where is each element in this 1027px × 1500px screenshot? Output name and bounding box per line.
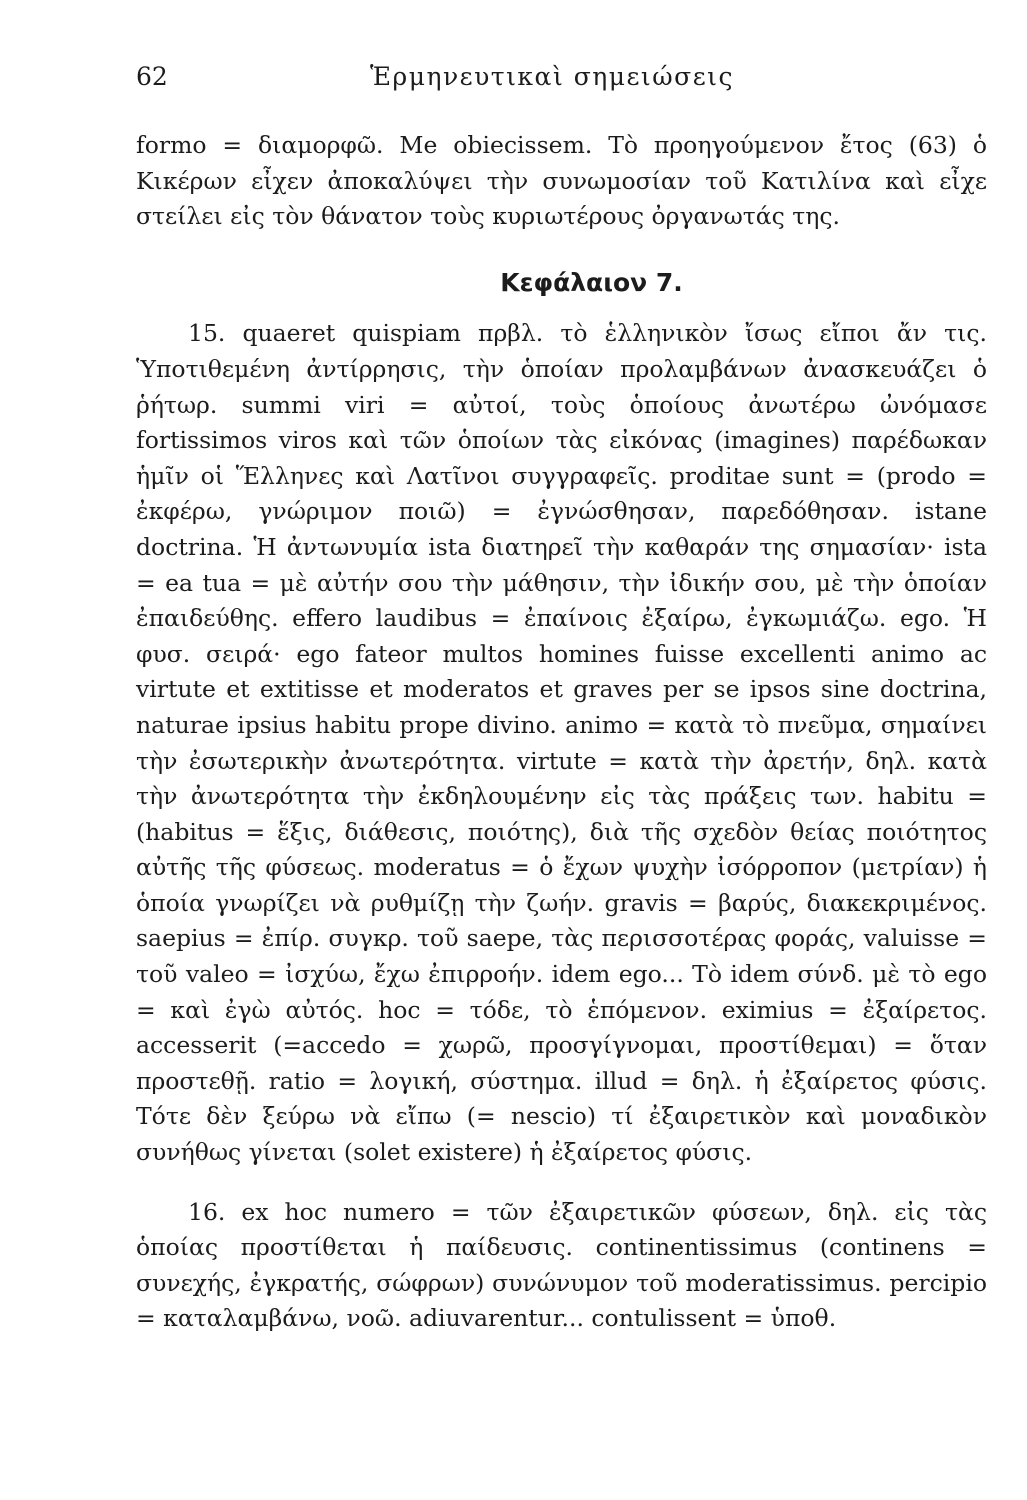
paragraph-15: 15. quaeret quispiam πρβλ. τὸ ἑλληνικὸν ἴσως εἴποι ἄν τις. Ὑποτιθεμένη ἀντίρρησις, τὴν ὁποίαν προλαμβάνων ἀνασκευάζει ὁ ῥήτωρ. summi viri = αὐτοί, τοὺς ὁποίους ἀνωτέρω ὠνόμασε fortissimos viros καὶ τῶν ὁποίων τὰς εἰκόνας (imagines) παρέδωκαν ἡμῖν οἱ Ἕλληνες καὶ Λατῖνοι συγγραφεῖς. proditae sunt = (prodo = ἐκφέρω, γνώριμον ποιῶ) = ἐγνώσθησαν, παρεδόθησαν. istane doctrina. Ἡ ἀντωνυμία ista διατηρεῖ τὴν καθαράν της σημασίαν· ista = ea tua = μὲ αὐτήν σου τὴν μάθησιν, τὴν ἰδικήν σου, μὲ τὴν ὁποίαν ἐπαιδεύθης. effero laudibus = ἐπαίνοις ἐξαίρω, ἐγκωμιάζω. ego. Ἡ φυσ. σειρά· ego fateor multos homines fuisse excellenti animo ac virtute et extitisse et moderatos et graves per se ipsos sine doctrina, naturae ipsius habitu prope divino. animo = κατὰ τὸ πνεῦμα, σημαίνει τὴν ἐσωτερικὴν ἀνωτερότητα. virtute = κατὰ τὴν ἀρετήν, δηλ. κατὰ τὴν ἀνωτερότητα τὴν ἐκδηλουμένην εἰς τὰς πράξεις των. habitu = (habitus = ἕξις, διάθεσις, ποιότης), διὰ τῆς σχεδὸν θείας ποιότητος αὐτῆς τῆς φύσεως. moderatus = ὁ ἔχων ψυχὴν ἰσόρροπον (μετρίαν) ἡ ὁποία γνωρίζει νὰ ρυθμίζῃ τὴν ζωήν. gravis = βαρύς, διακεκριμένος. saepius = ἐπίρ. συγκρ. τοῦ saepe, τὰς περισσοτέρας φοράς, valuisse = τοῦ valeo = ἰσχύω, ἔχω ἐπιρροήν. idem ego... Τὸ idem σύνδ. μὲ τὸ ego = καὶ ἐγὼ αὐτός. hoc = τόδε, τὸ ἑπόμενον. eximius = ἐξαίρετος. accesserit (=accedo = χωρῶ, προσγίγνομαι, προστίθεμαι) = ὅταν προστεθῇ. ratio = λογική, σύστημα. illud = δηλ. ἡ ἐξαίρετος φύσις. Τότε δὲν ξεύρω νὰ εἴπω (= nescio) τί ἐξαιρετικὸν καὶ μοναδικὸν συνήθως γίνεται (solet existere) ἡ ἐξαίρετος φύσις. [136, 319, 987, 1167]
page-number: 62 [136, 62, 168, 91]
running-title: Ἑρμηνευτικαὶ σημειώσεις [370, 62, 734, 91]
paragraph-16: 16. ex hoc numero = τῶν ἐξαιρετικῶν φύσεων, δηλ. εἰς τὰς ὁποίας προστίθεται ἡ παίδευσις. continentissimus (continens = συνεχής, ἐγκρατής, σώφρων) συνώνυμον τοῦ moderatissimus. percipio = καταλαμβάνω, νοῶ. adiuvarentur... contulissent = ὑποθ. [136, 1197, 987, 1333]
chapter-heading: Κεφάλαιον 7. [500, 267, 683, 297]
page-body [136, 128, 987, 1337]
intro-paragraph: formo = διαμορφῶ. Me obiecissem. Τὸ προηγούμενον ἔτος (63) ὁ Κικέρων εἶχεν ἀποκαλύψει τὴν συνωμοσίαν τοῦ Κατιλίνα καὶ εἶχε στείλει εἰς τὸν θάνατον τοὺς κυριωτέρους ὀργανωτάς της. [136, 131, 987, 231]
page-header [136, 62, 996, 102]
